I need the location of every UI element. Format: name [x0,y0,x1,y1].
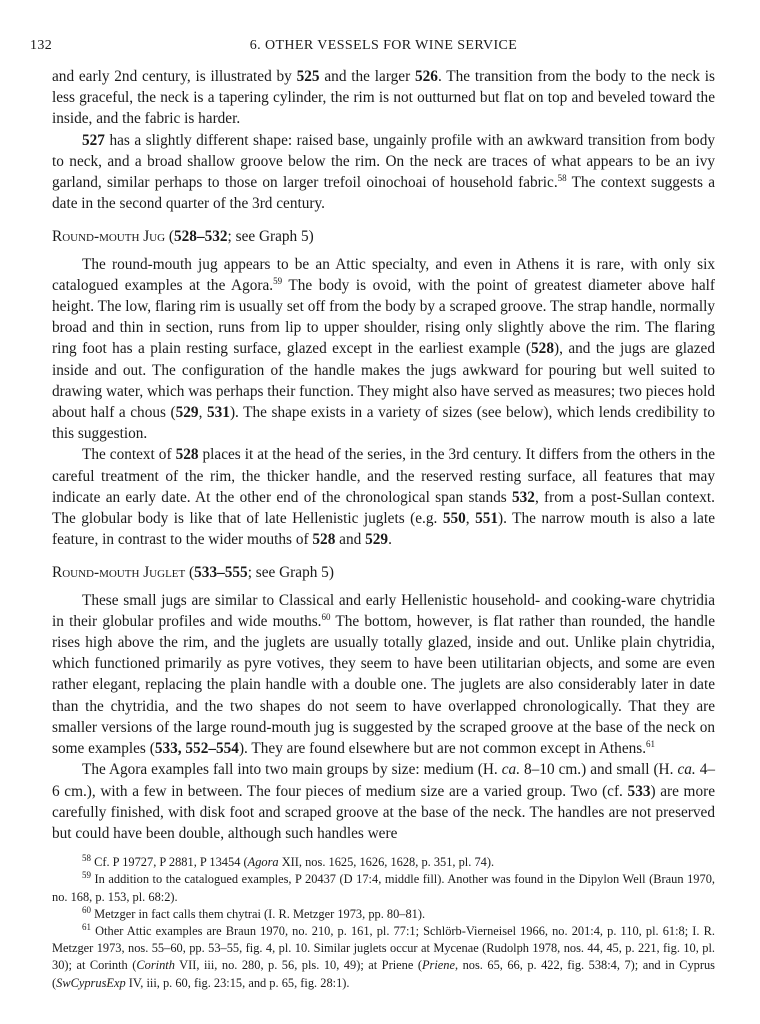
footnote: $^{61}$ Other Attic examples are Braun 1970, no. 210, p. 161, pl. 77:1; Schlörb-Vierneisel 1966, no. 201:4, p. 110, pl. 61:8; I. R. Metzger 1973, nos. 55–60, pp. 53–55, fig. 4, pl. 10. Similar juglets occur at Mycenae (Rudolph 1978, nos. 44, 45, p. 221, fig. 10, pl. 30); at Corinth (Corinth VII, iii, no. 280, p. 56, pls. 10, 49); at Priene (Priene, nos. 65, 66, p. 422, fig. 538:4, 7); and in Cyprus (SwCyprusExp IV, iii, p. 60, fig. 23:15, and p. 65, fig. 28:1). [52,921,715,990]
paragraph: These small jugs are similar to Classical and early Hellenistic household- and cooking-ware chytridia in their globular profiles and wide mouths.$^{60}$ The bottom, however, is flat rather than rounded, the handle rises high above the rim, and the juglets are usually totally glazed, inside and out. Unlike plain chytridia, which functioned primarily as pyre votives, they seem to have been utilitarian objects, and some are even rather elegant, replacing the plain handle with a double one. The juglets are also considerably later in date than the chytridia, and the two shapes do not seem to have overlapped chronologically. That they are smaller versions of the large round-mouth jug is suggested by the scraped groove at the base of the neck on some examples (533, 552–554). They are found elsewhere but are not common except in Athens.$^{61}$ [52,591,715,758]
page-number: 132 [30,38,53,53]
paragraph: 527 has a slightly different shape: raised base, ungainly profile with an awkward transition from body to neck, and a broad shallow groove below the rim. On the neck are traces of what appears to be an ivy garland, similar perhaps to those on larger trefoil oinochoai of household fabric.$^{58}$ The context suggests a date in the second quarter of the 3rd century. [52,131,715,213]
footnote: $^{60}$ Metzger in fact calls them chytrai (I. R. Metzger 1973, pp. 80–81). [82,904,426,921]
footnote-ref[interactable]: 61 [646,739,656,749]
section-heading: Round-mouth Jug (528–532; see Graph 5) [52,228,314,246]
footnotes [52,854,715,992]
running-head [30,38,715,60]
footnote-ref[interactable]: 58 [557,172,567,183]
body-text [52,66,715,844]
footnote-ref[interactable]: 60 [321,611,331,622]
footnote-ref[interactable]: 59 [273,275,283,286]
paragraph: The Agora examples fall into two main groups by size: medium (H. ca. 8–10 cm.) and small (H. ca. 4–6 cm.), with a few in between. The four pieces of medium size are a varied group. Two (cf. 533) are more carefully finished, with disk foot and scraped groove at the base of the neck. The handles are not preserved but could have been double, although such handles were [52,761,716,842]
running-title: 6. OTHER VESSELS FOR WINE SERVICE [249,38,518,53]
paragraph: and early 2nd century, is illustrated by 525 and the larger 526. The transition from the body to the neck is less graceful, the neck is a tapering cylinder, the rim is not outturned but flat on top and beveled toward the inside, and the fabric is harder. [52,68,715,128]
paragraph: The round-mouth jug appears to be an Attic specialty, and even in Athens it is rare, with only six catalogued examples at the Agora.$^{59}$ The body is ovoid, with the point of greatest diameter above half height. The low, flaring rim is usually set off from the body by a scraped groove. The strap handle, normally broad and thin in section, runs from lip to upper shoulder, rising only slightly above the rim. The flaring ring foot has a plain resting surface, glazed except in the earliest example (528), and the jugs are glazed inside and out. The configuration of the handle makes the jugs awkward for pouring but well suited to drawing water, which was perhaps their function. They might also have served as measures; two pieces hold about half a chous (529, 531). The shape exists in a variety of sizes (see below), which lends credibility to this suggestion. [52,255,716,443]
footnote: $^{59}$ In addition to the catalogued examples, P 20437 (D 17:4, middle fill). Another was found in the Dipylon Well (Braun 1970, no. 168, p. 153, pl. 68:2). [52,870,715,904]
footnote: $^{58}$ Cf. P 19727, P 2881, P 13454 (Agora XII, nos. 1625, 1626, 1628, p. 351, pl. 74). [82,852,495,870]
page [30,38,716,992]
paragraph: The context of 528 places it at the head of the series, in the 3rd century. It differs from the others in the careful treatment of the rim, the thicker handle, and the reserved resting surface, all features that may indicate an early date. At the other end of the chronological span stands 532, from a post-Sullan context. The globular body is like that of late Hellenistic juglets (e.g. 550, 551). The narrow mouth is also a late feature, in contrast to the wider mouths of 528 and 529. [52,446,715,549]
section-heading: Round-mouth Juglet (533–555; see Graph 5) [52,564,334,582]
